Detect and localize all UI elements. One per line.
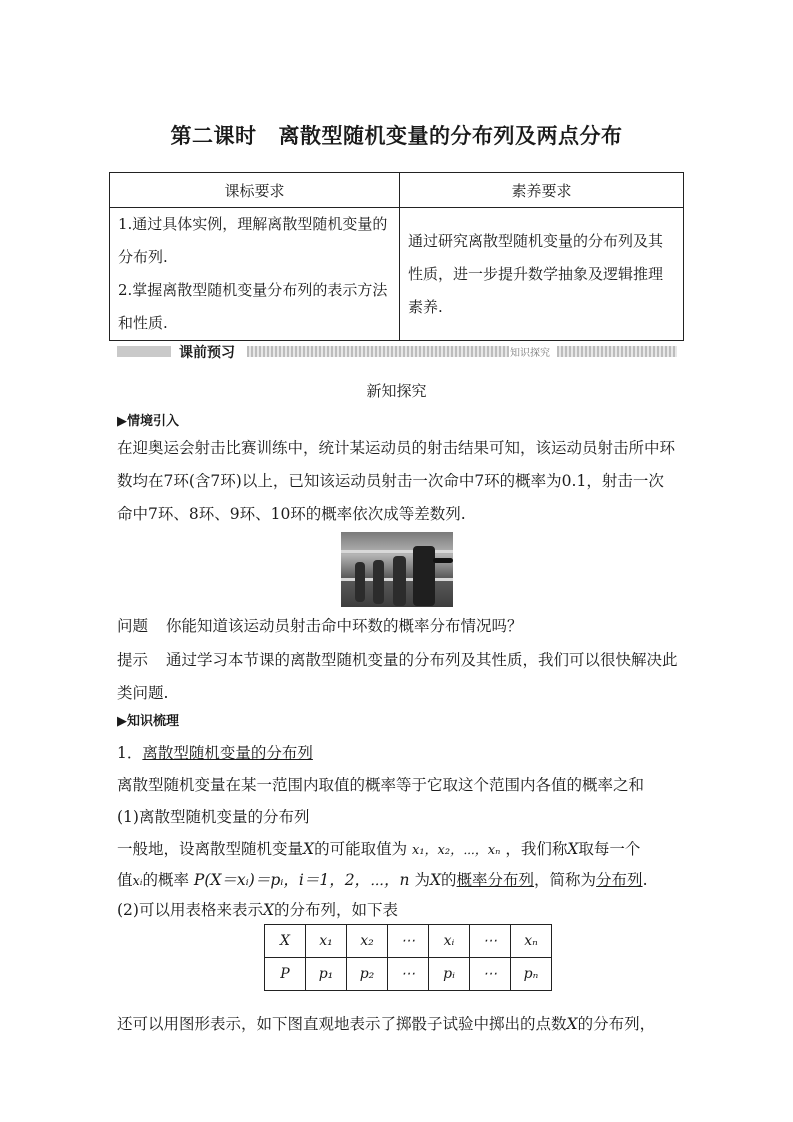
title-part1: 第二课时 xyxy=(170,123,257,148)
def2-b: 的概率 xyxy=(142,871,189,889)
sub2-a: (2)可以用表格来表示 xyxy=(117,901,263,919)
question-text: 你能知道该运动员射击命中环数的概率分布情况吗？ xyxy=(166,617,523,635)
hint-text: 通过学习本节课的离散型随机变量的分布列及其性质，我们可以很快解决此类问题. xyxy=(117,651,678,702)
def-a: 一般地，设离散型随机变量 xyxy=(117,840,304,858)
sub2-b: 的分布列，如下表 xyxy=(274,901,399,919)
sub2-heading xyxy=(117,898,398,920)
req-cell-2: 通过研究离散型随机变量的分布列及其性质，进一步提升数学抽象及逻辑推理素养. xyxy=(400,208,684,341)
shooting-photo xyxy=(341,532,453,607)
dist-row-x xyxy=(265,925,552,958)
dist-cell: p₂ xyxy=(347,958,388,991)
section-bar xyxy=(117,343,677,359)
req-item-1: 1.通过具体实例，理解离散型随机变量的分布列. xyxy=(118,215,388,266)
def2-c: 为 xyxy=(414,871,430,889)
dist-cell: xₙ xyxy=(511,925,552,958)
term-short: 分布列 xyxy=(596,871,643,889)
dist-cell: ⋯ xyxy=(470,925,511,958)
requirements-table xyxy=(109,172,684,341)
knowledge-line1: 离散型随机变量在某一范围内取值的概率等于它取这个范围内各值的概率之和 xyxy=(117,776,645,794)
dist-row-p xyxy=(265,958,552,991)
item1-number: 1． xyxy=(117,744,143,762)
hint-label: 提示 xyxy=(117,651,149,669)
math-X: X xyxy=(262,901,275,919)
def2-e: ，简称为 xyxy=(534,871,597,889)
req-item-2: 2.掌握离散型随机变量分布列的表示方法和性质. xyxy=(118,281,388,332)
bar-decoration-right xyxy=(557,346,677,357)
item1-title: 离散型随机变量的分布列 xyxy=(142,744,313,762)
last-a: 还可以用图形表示，如下图直观地表示了掷骰子试验中掷出的点数 xyxy=(117,1015,567,1033)
knowledge-marker: ▶知识梳理 xyxy=(117,714,179,729)
req-cell-1 xyxy=(110,208,400,341)
bar-decoration-left xyxy=(117,346,171,357)
def2-f: . xyxy=(642,871,648,889)
distribution-table xyxy=(264,924,552,991)
question-line xyxy=(117,614,523,636)
dist-cell: pₙ xyxy=(511,958,552,991)
dist-cell: ⋯ xyxy=(388,958,429,991)
math-prob: P(X＝xᵢ)＝pᵢ，i＝1，2，⋯，n xyxy=(193,871,410,889)
scenario-marker: ▶情境引入 xyxy=(117,414,179,429)
section-tag: 知识探究 xyxy=(510,348,550,359)
question-label: 问题 xyxy=(117,617,149,635)
last-b: 的分布列， xyxy=(577,1015,656,1033)
dist-cell: ⋯ xyxy=(470,958,511,991)
closing-line xyxy=(117,1012,655,1034)
dist-cell: ⋯ xyxy=(388,925,429,958)
dist-cell: p₁ xyxy=(306,958,347,991)
definition-line1 xyxy=(117,837,640,859)
dist-cell: P xyxy=(265,958,306,991)
hint-block xyxy=(117,644,679,710)
page-title xyxy=(0,120,793,150)
section-label: 课前预习 xyxy=(179,345,235,361)
math-xs: x₁，x₂，⋯，xₙ xyxy=(412,843,501,858)
math-X: X xyxy=(429,871,441,889)
bar-decoration-mid xyxy=(247,346,509,357)
math-X: X xyxy=(567,840,579,858)
sub-heading: 新知探究 xyxy=(366,382,427,400)
req-header-1: 课标要求 xyxy=(110,173,400,208)
def-b: 的可能取值为 xyxy=(314,840,408,858)
item1-heading xyxy=(117,741,313,763)
math-X: X xyxy=(303,840,315,858)
math-xi: xᵢ xyxy=(132,874,143,889)
math-X: X xyxy=(566,1015,578,1033)
def2-d: 的 xyxy=(441,871,457,889)
dist-cell: x₁ xyxy=(306,925,347,958)
term-distribution: 概率分布列 xyxy=(456,871,535,889)
definition-line2 xyxy=(117,868,648,890)
req-header-2: 素养要求 xyxy=(400,173,684,208)
scenario-text: 在迎奥运会射击比赛训练中，统计某运动员的射击结果可知，该运动员射击所中环数均在7环(含7环)以上，已知该运动员射击一次命中7环的概率为0.1，射击一次命中7环、8环、9环、10环的概率依次成等差数列. xyxy=(117,439,676,523)
title-part2: 离散型随机变量的分布列及两点分布 xyxy=(278,123,623,148)
def2-a: 值 xyxy=(117,871,133,889)
def-c: ，我们称 xyxy=(505,840,568,858)
sub1-heading: (1)离散型随机变量的分布列 xyxy=(117,808,310,826)
dist-cell: x₂ xyxy=(347,925,388,958)
def-d: 取每一个 xyxy=(578,840,641,858)
dist-cell: xᵢ xyxy=(429,925,470,958)
dist-cell: pᵢ xyxy=(429,958,470,991)
dist-cell: X xyxy=(265,925,306,958)
